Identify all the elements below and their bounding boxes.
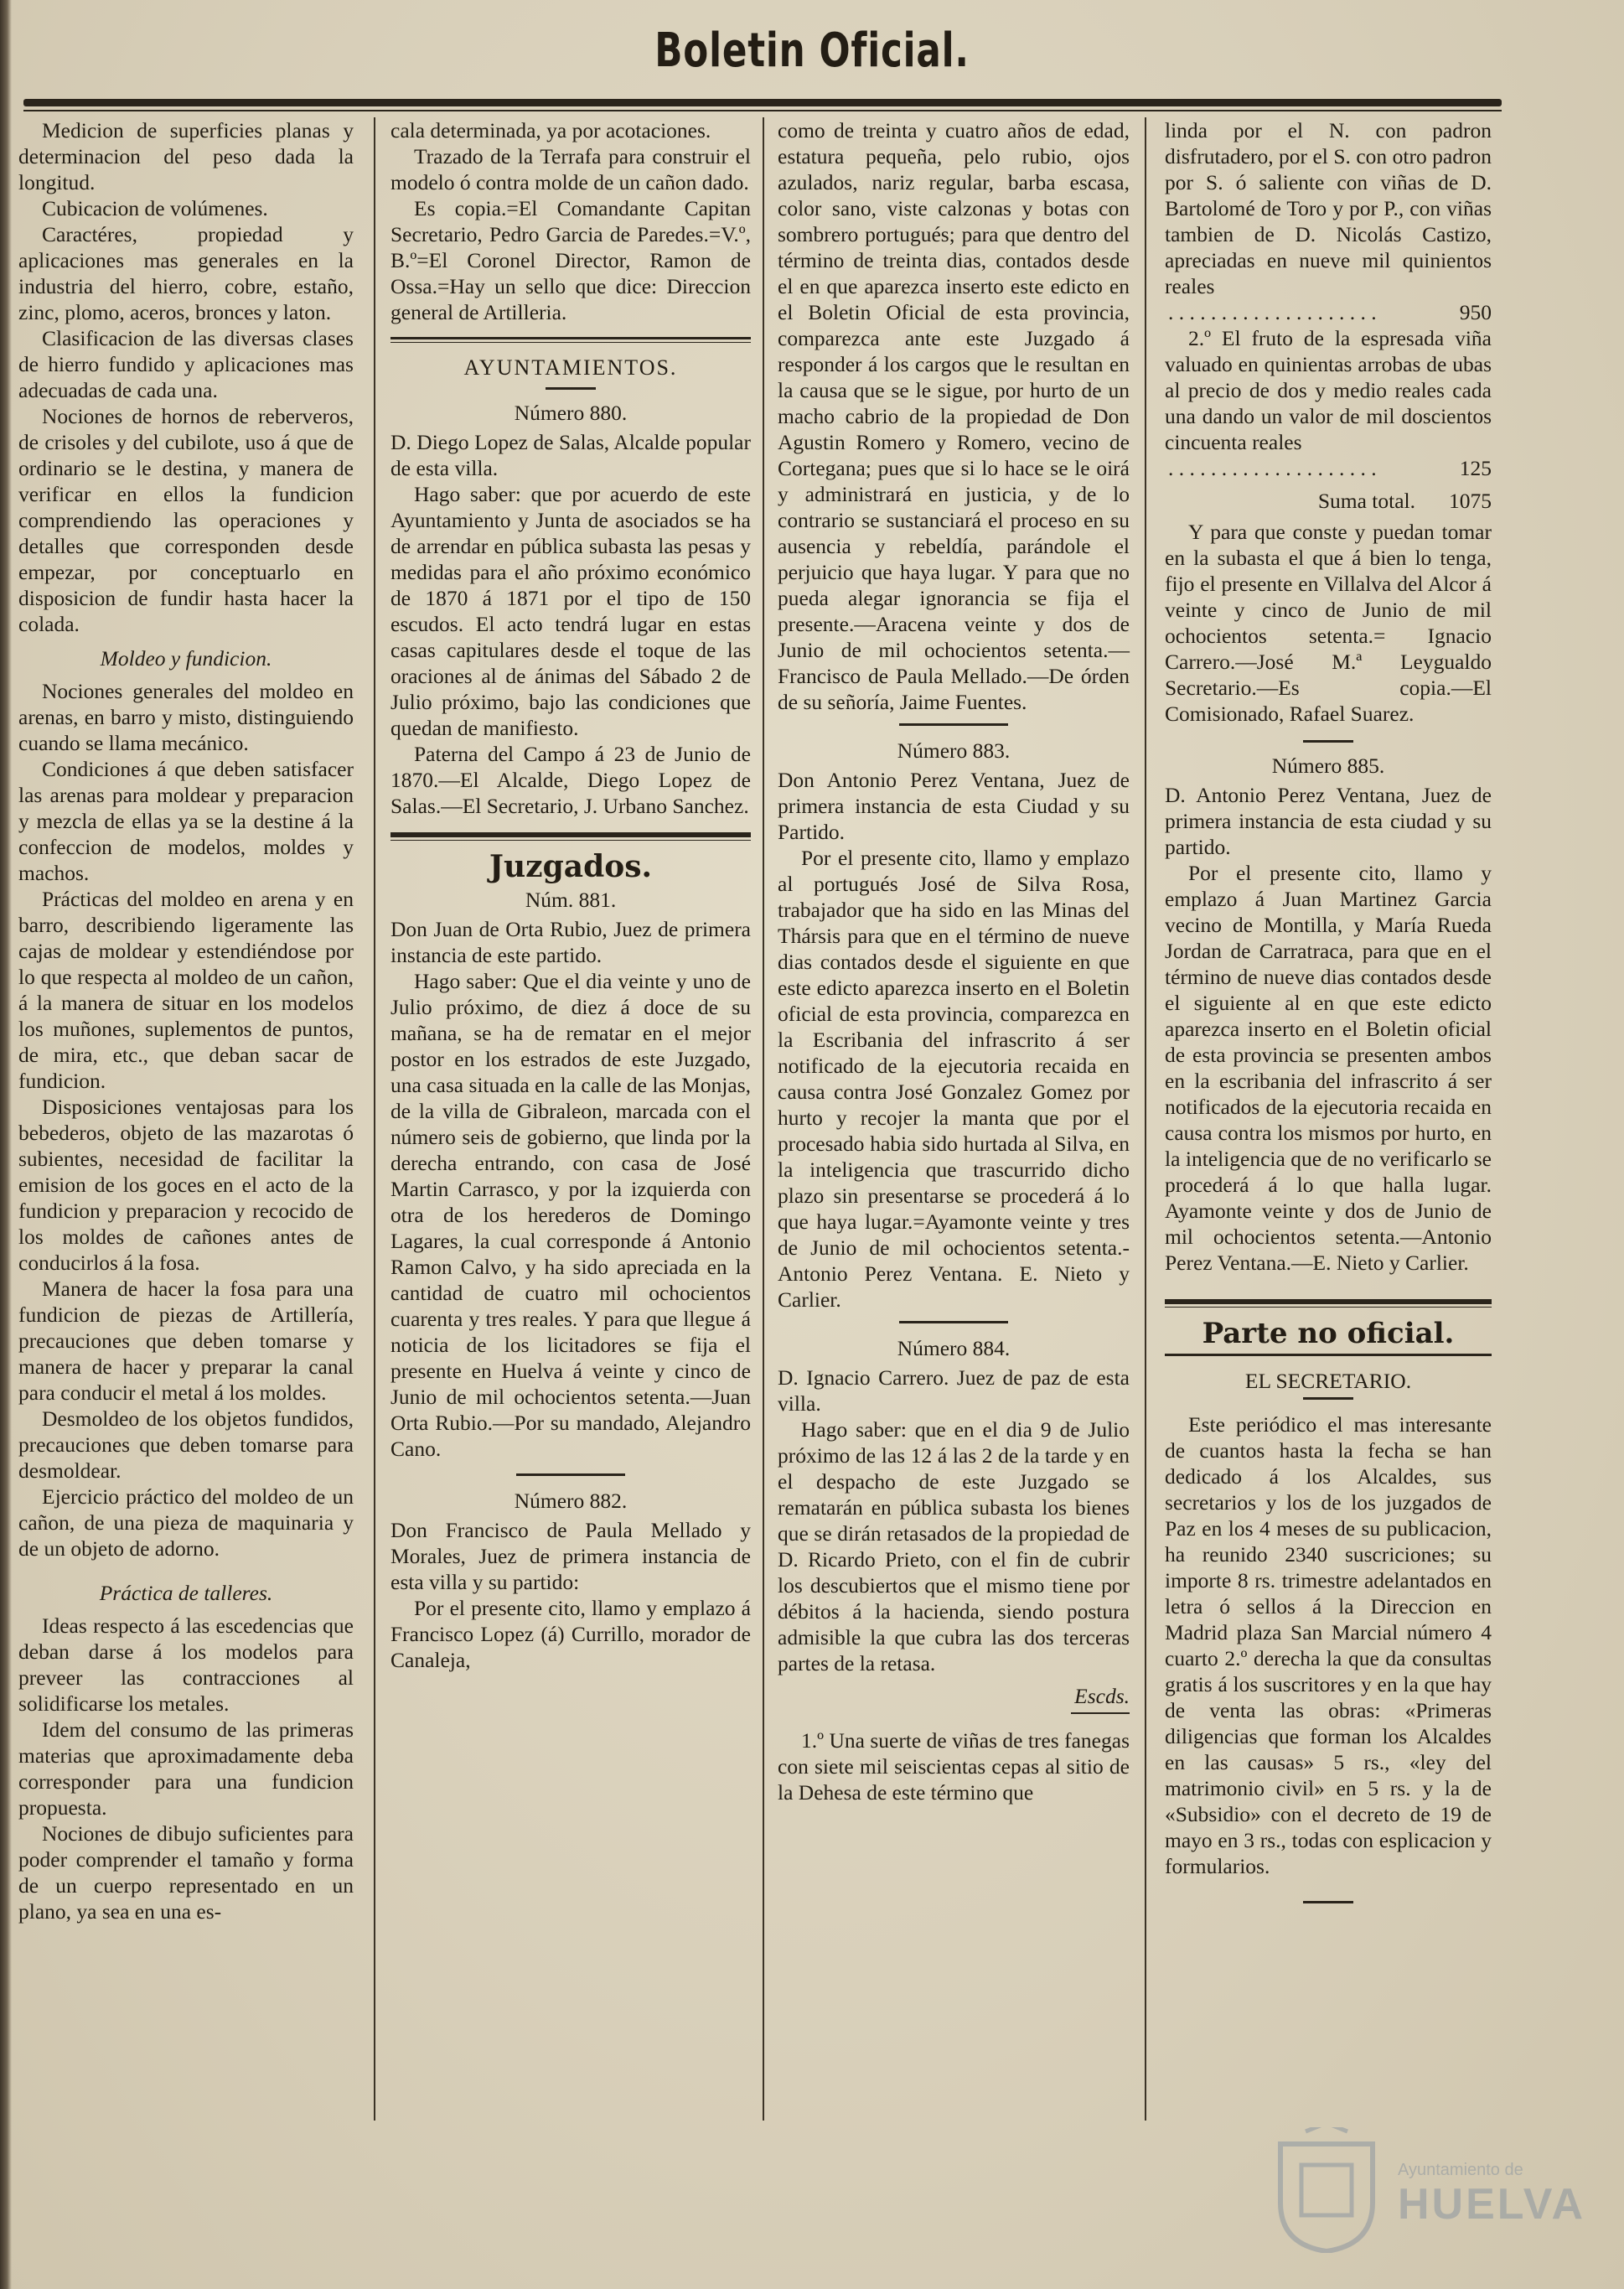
section-parte-no-oficial: Parte no oficial.	[1202, 1317, 1455, 1350]
paragraph: Es copia.=El Comandante Capitan Secretario, Pedro Garcia de Paredes.=V.º, B.º=El Coronel Director, Ramon de Ossa.=Hay un sello que dice: Direccion general de Artilleria.	[390, 196, 751, 324]
paragraph: Medicion de superficies planas y determinacion del peso dada la longitud.	[18, 118, 354, 194]
column-divider	[1145, 117, 1146, 2121]
column-2	[390, 117, 751, 1673]
short-rule	[899, 1321, 1008, 1323]
paragraph: Nociones generales del moldeo en arenas, en barro y misto, distinguiendo cuando se llama mecánico.	[18, 679, 354, 755]
paragraph: Por el presente cito, llamo y emplazo á Juan Martinez Garcia vecino de Montilla, y María Rueda Jordan de Carratraca, para que en el término de nueve dias contados desde el siguiente al en que este edicto aparezca inserto en el Boletin oficial de esta provincia se presenten ambos en la escribania del infrascrito á ser notificados de la ejecutoria recaida en causa contra los mismos por hurto, en la inteligencia que de no verificarlo se procederá á lo que halla lugar. Ayamonte veinte y dos de Junio de mil ochocientos setenta.—Antonio Perez Ventana.—E. Nieto y Carlier.	[1165, 861, 1492, 1275]
notice-number: Número 883.	[897, 738, 1011, 763]
paragraph: Hago saber: que por acuerdo de este Ayuntamiento y Junta de asociados se ha de arrendar en pública subasta las pesas y medidas para el año próximo económico de 1870 á 1871 por el tipo de 150 escudos. El acto tendrá lugar en estas casas capitulares desde el toque de las oraciones al de ánimas del Sábado 2 de Julio próximo, bajo las condiciones que quedan de manifiesto.	[390, 482, 751, 740]
notice-number: Número 885.	[1271, 754, 1385, 778]
section-rule	[1165, 1354, 1492, 1356]
short-rule	[1303, 1397, 1353, 1400]
paragraph: Este periódico el mas interesante de cuantos hasta la fecha se han dedicado á los Alcaldes, sus secretarios y los de los juzgados de Paz en los 4 meses de su publicacion, ha reunido 2340 suscriciones; su importe 8 rs. trimestre adelantados en letra ó sellos á la Direccion en Madrid plaza San Marcial número 4 cuarto 2.º derecha la que da consultas gratis á los suscritores y en la que hay de venta las obras: «Primeras diligencias que forman los Alcaldes en las causas» 5 rs., «ley del matrimonio civil» en 5 rs. y la de «Subsidio» con el decreto de 19 de mayo en 3 rs., todas con esplicacion y formularios.	[1165, 1412, 1492, 1878]
column-divider	[763, 117, 764, 2121]
paragraph: Prácticas del moldeo en arena y en barro, describiendo ligeramente las cajas de moldear y estendiéndose por lo que respecta al moldeo de un cañon, á la manera de situar en los modelos los muñones, suplementos de puntos, de mira, etc., que deban sacar de fundicion.	[18, 887, 354, 1093]
value: 125	[1459, 456, 1492, 480]
list-item-continued: linda por el N. con padron disfrutadero, por el S. con otro padron por S. ó saliente con viñas de D. Bartolomé de Toro y por P., con viñas tambien de D. Nicolás Castizo, apreciadas en nueve mil quinientos reales	[1165, 118, 1492, 298]
paragraph: Nociones de dibujo suficientes para poder comprender el tamaño y forma de un cuerpo representado en un plano, ya sea en una es-	[18, 1821, 354, 1924]
total-line	[1165, 488, 1492, 514]
paragraph: Y para que conste y puedan tomar en la subasta el que á bien lo tenga, fijo el presente en Villalva del Alcor á veinte y cinco de Junio de mil ochocientos setenta.= Ignacio Carrero.—José M.ª Leygualdo Secretario.—Es copia.—El Comisionado, Rafael Suarez.	[1165, 520, 1492, 726]
section-rule	[390, 832, 751, 841]
section-rule	[1165, 1299, 1492, 1308]
notice-heading: Don Juan de Orta Rubio, Juez de primera instancia de este partido.	[390, 917, 751, 967]
paragraph: Clasificacion de las diversas clases de hierro fundido y aplicaciones mas adecuadas de cada una.	[18, 326, 354, 402]
value: 950	[1459, 300, 1492, 324]
section-juzgados: Juzgados.	[489, 849, 653, 884]
paragraph: Hago saber: Que el dia veinte y uno de Julio próximo, de diez á doce de su mañana, se ha de rematar en el mejor postor en los estrados de este Juzgado, una casa situada en la calle de las Monjas, de la villa de Gibraleon, marcada con el número seis de gobierno, que linda por la derecha entrando, con casa de José Martin Carrasco, y por la izquierda con otra de los herederos de Domingo Lagares, la cual corresponde á Antonio Ramon Calvo, y ha sido apreciada en la cantidad de cuatro mil ochocientos cuarenta y tres reales. Y para que llegue á noticia de los licitadores se fija el presente en Huelva á veinte y cinco de Junio de mil ochocientos setenta.—Juan Orta Rubio.—Por su mandado, Alejandro Cano.	[390, 969, 751, 1461]
column-3	[778, 117, 1130, 1805]
paragraph: Desmoldeo de los objetos fundidos, precauciones que deben tomarse para desmoldear.	[18, 1406, 354, 1483]
column-divider	[374, 117, 375, 2121]
watermark-line-2: HUELVA	[1398, 2180, 1586, 2229]
library-watermark	[1272, 2127, 1590, 2253]
masthead-rule-thin	[23, 110, 1502, 111]
paragraph: Manera de hacer la fosa para una fundicion de piezas de Artillería, precauciones que deben tomarse y manera de hacer y preparar la canal para conducir el metal á los moldes.	[18, 1277, 354, 1405]
short-rule	[1071, 1712, 1130, 1714]
notice-heading: D. Ignacio Carrero. Juez de paz de esta villa.	[778, 1365, 1130, 1416]
leader-dots: . . . . . . . . . . . . . . . . . . . .	[1168, 300, 1377, 324]
notice-number: Número 882.	[514, 1489, 628, 1513]
crest-icon	[1272, 2127, 1381, 2253]
paragraph: Nociones de hornos de reberveros, de crisoles y del cubilote, uso á que de ordinario se le destina, y manera de verificar en ellos la fundicion comprendiendo las operaciones y detalles que corresponden desde empezar, por conceptuarlo en disposicion de fundir hasta hacer la colada.	[18, 404, 354, 636]
paragraph: Por el presente cito, llamo y emplazo al portugués José de Silva Rosa, trabajador que ha sido en las Minas del Thársis para que en el término de nueve dias contados desde el siguiente en que este edicto aparezca inserto en el Boletin oficial de esta provincia, comparezca en la Escribania del infrascrito á ser notificado de la ejecutoria recaida en causa contra José Gonzalez Gomez por hurto y recojer la manta que por el procesado habia sido hurtada al Silva, en la inteligencia que trascurrido dicho plazo sin presentarse se procederá á lo que haya lugar.=Ayamonte veinte y tres de Junio de mil ochocientos setenta.-Antonio Perez Ventana. E. Nieto y Carlier.	[778, 846, 1130, 1312]
list-item: 2.º El fruto de la espresada viña valuado en quinientas arrobas de ubas al precio de dos y medio reales cada una dando un valor de mil doscientos cincuenta reales	[1165, 326, 1492, 454]
escds-label: Escds.	[1074, 1684, 1130, 1708]
paragraph: Disposiciones ventajosas para los bebederos, objeto de las mazarotas ó subientes, necesidad de facilitar la emision de los goces en el acto de la fundicion y preparacion y recocido de los moldes de cañones antes de conducirlos á la fosa.	[18, 1095, 354, 1275]
paragraph: como de treinta y cuatro años de edad, estatura pequeña, pelo rubio, ojos azulados, nariz regular, barba escasa, color sano, viste calzonas y botas con sombrero portugués; para que dentro del término de treinta dias, contados desde el en que aparezca inserto este edicto en el Boletin Oficial de esta provincia, comparezca ante este Juzgado á responder á los cargos que le resultan en la causa que se le sigue, por hurto de un macho cabrio de la propiedad de Don Agustin Romero y Romero, vecino de Cortegana; pues que si lo hace se le oirá y administrará en justicia, y de lo contrario se sustanciará el proceso en su ausencia y rebeldía, parándole el perjuicio que haya lugar. Y para que no pueda alegar ignorancia se fija el presente.—Aracena veinte y dos de Junio de mil ochocientos setenta.—Francisco de Paula Mellado.—De órden de su señoría, Jaime Fuentes.	[778, 118, 1130, 714]
leader-dots: . . . . . . . . . . . . . . . . . . . .	[1168, 456, 1377, 480]
total-value: 1075	[1449, 489, 1492, 513]
short-rule	[1303, 740, 1353, 743]
section-ayuntamientos: AYUNTAMIENTOS.	[463, 355, 678, 380]
paragraph: Paterna del Campo á 23 de Junio de 1870.—El Alcalde, Diego Lopez de Salas.—El Secretario, J. Urbano Sanchez.	[390, 742, 751, 818]
short-rule	[516, 1473, 625, 1476]
paragraph: Hago saber: que en el dia 9 de Julio próximo de las 12 á las 2 de la tarde y en el despacho de este Juzgado se rematarán en pública subasta los bienes que se dirán retasados de la propiedad de D. Ricardo Prieto, con el fin de cubrir los descubiertos que el mismo tiene por débitos á la hacienda, siendo postura admisible la que cubra las dos terceras partes de la retasa.	[778, 1417, 1130, 1675]
paragraph: Caractéres, propiedad y aplicaciones mas generales en la industria del hierro, cobre, estaño, zinc, plomo, aceros, bronces y laton.	[18, 222, 354, 324]
paragraph: Cubicacion de volúmenes.	[42, 196, 268, 220]
notice-number: Núm. 881.	[525, 888, 617, 912]
column-4	[1165, 117, 1492, 1914]
watermark-line-1: Ayuntamiento de	[1398, 2161, 1523, 2179]
binding-edge	[0, 0, 12, 2289]
paragraph: Ideas respecto á las escedencias que deban darse á los modelos para preveer las contracciones al solidificarse los metales.	[18, 1613, 354, 1716]
masthead-rule	[23, 99, 1502, 106]
subsection-title: EL SECRETARIO.	[1244, 1369, 1412, 1393]
paragraph: Trazado de la Terrafa para construir el modelo ó contra molde de un cañon dado.	[390, 144, 751, 194]
paragraph: Idem del consumo de las primeras materias que aproximadamente deba corresponder para una fundicion propuesta.	[18, 1717, 354, 1820]
list-item: 1.º Una suerte de viñas de tres fanegas con siete mil seiscientas cepas al sitio de la Dehesa de este término que	[778, 1728, 1130, 1805]
notice-heading: Don Antonio Perez Ventana, Juez de primera instancia de esta Ciudad y su Partido.	[778, 768, 1130, 844]
notice-number: Número 880.	[514, 401, 628, 425]
subheading-talleres: Práctica de talleres.	[99, 1581, 273, 1605]
value-line	[1165, 455, 1492, 481]
total-label: Suma total.	[1317, 489, 1415, 513]
paragraph: Condiciones á que deben satisfacer las arenas para moldear y preparacion y mezcla de ellas ya se la destine á la confeccion de modelos, moldes y machos.	[18, 757, 354, 885]
short-rule	[1303, 1901, 1353, 1903]
paragraph: Ejercicio práctico del moldeo de un cañon, de una pieza de maquinaria y de un objeto de adorno.	[18, 1484, 354, 1561]
notice-heading: D. Diego Lopez de Salas, Alcalde popular de esta villa.	[390, 430, 751, 480]
paragraph: Por el presente cito, llamo y emplazo á Francisco Lopez (á) Currillo, morador de Canaleja,	[390, 1596, 751, 1672]
value-line	[1165, 299, 1492, 325]
column-1	[18, 117, 354, 1924]
section-rule	[390, 337, 751, 343]
subheading-moldeo: Moldeo y fundicion.	[100, 646, 272, 671]
paragraph: cala determinada, ya por acotaciones.	[390, 118, 711, 142]
masthead-title: Boletin Oficial.	[654, 23, 970, 78]
notice-heading: Don Francisco de Paula Mellado y Morales, Juez de primera instancia de esta villa y su partido:	[390, 1518, 751, 1594]
notice-number: Número 884.	[897, 1336, 1011, 1360]
notice-heading: D. Antonio Perez Ventana, Juez de primera instancia de esta ciudad y su partido.	[1165, 783, 1492, 859]
short-rule	[899, 723, 1008, 726]
short-rule	[546, 387, 596, 390]
